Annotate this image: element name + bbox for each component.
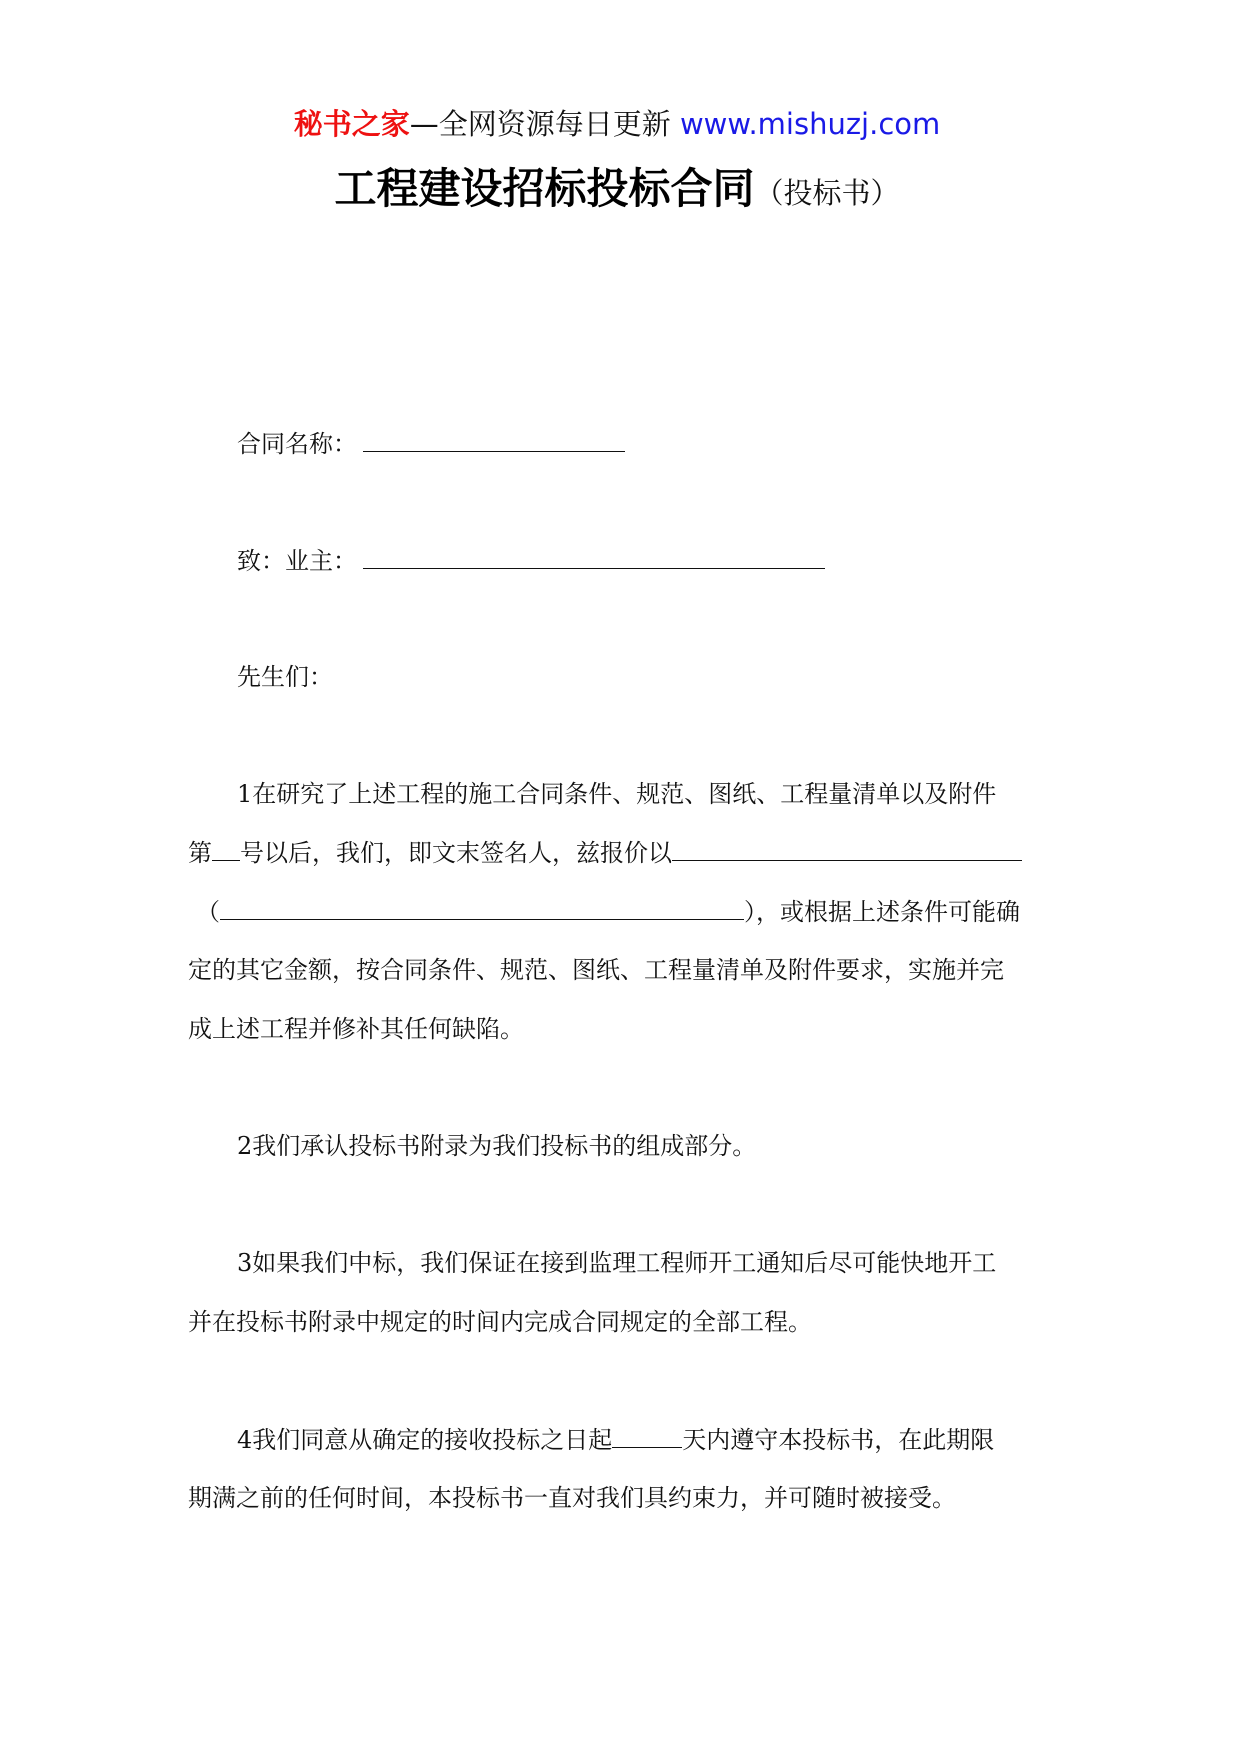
days-blank[interactable] <box>612 1421 682 1448</box>
sub-title: （投标书） <box>754 176 900 210</box>
price-figures-blank[interactable] <box>220 893 744 920</box>
clause4-line1 <box>237 1421 994 1458</box>
site-url-link[interactable]: www.mishuzj.com <box>679 107 941 141</box>
clause3-line2: 并在投标书附录中规定的时间内完成合同规定的全部工程。 <box>188 1308 812 1336</box>
clause3-line1: 3如果我们中标，我们保证在接到监理工程师开工通知后尽可能快地开工 <box>237 1249 997 1277</box>
clause1-line2-a: 第 <box>188 839 212 867</box>
salutation: 先生们： <box>237 663 333 691</box>
clause1-line4: 定的其它金额，按合同条件、规范、图纸、工程量清单及附件要求，实施并完 <box>188 956 1004 984</box>
site-banner <box>0 104 1234 144</box>
clause2-line1: 2我们承认投标书附录为我们投标书的组成部分。 <box>237 1132 757 1160</box>
clause1-line2-b: 号以后，我们，即文末签名人，兹报价以 <box>240 839 672 867</box>
clause4-line1-b: 天内遵守本投标书，在此期限 <box>682 1426 995 1454</box>
price-words-blank[interactable] <box>672 834 1022 861</box>
clause4-line2: 期满之前的任何时间，本投标书一直对我们具约束力，并可随时被接受。 <box>188 1484 956 1512</box>
site-tagline: —全网资源每日更新 <box>409 107 671 141</box>
clause1-line2 <box>188 834 1022 871</box>
document-title <box>0 156 1234 216</box>
to-owner-field <box>237 542 825 579</box>
clause1-line3-b: ），或根据上述条件可能确 <box>744 898 1020 926</box>
to-owner-blank[interactable] <box>363 542 825 569</box>
to-owner-label: 致：业主： <box>237 547 357 575</box>
contract-name-label: 合同名称： <box>237 430 357 458</box>
main-title: 工程建设招标投标合同 <box>334 164 755 213</box>
contract-name-field <box>237 425 625 462</box>
clause1-line1: 1在研究了上述工程的施工合同条件、规范、图纸、工程量清单以及附件 <box>237 780 997 808</box>
site-name: 秘书之家 <box>293 107 410 141</box>
clause4-line1-a: 4我们同意从确定的接收投标之日起 <box>237 1426 613 1454</box>
attachment-number-blank[interactable] <box>212 834 240 861</box>
clause1-line5: 成上述工程并修补其任何缺陷。 <box>188 1015 524 1043</box>
clause1-line3-open: （ <box>196 898 220 926</box>
contract-name-blank[interactable] <box>363 425 625 452</box>
clause1-line3 <box>196 893 1020 930</box>
